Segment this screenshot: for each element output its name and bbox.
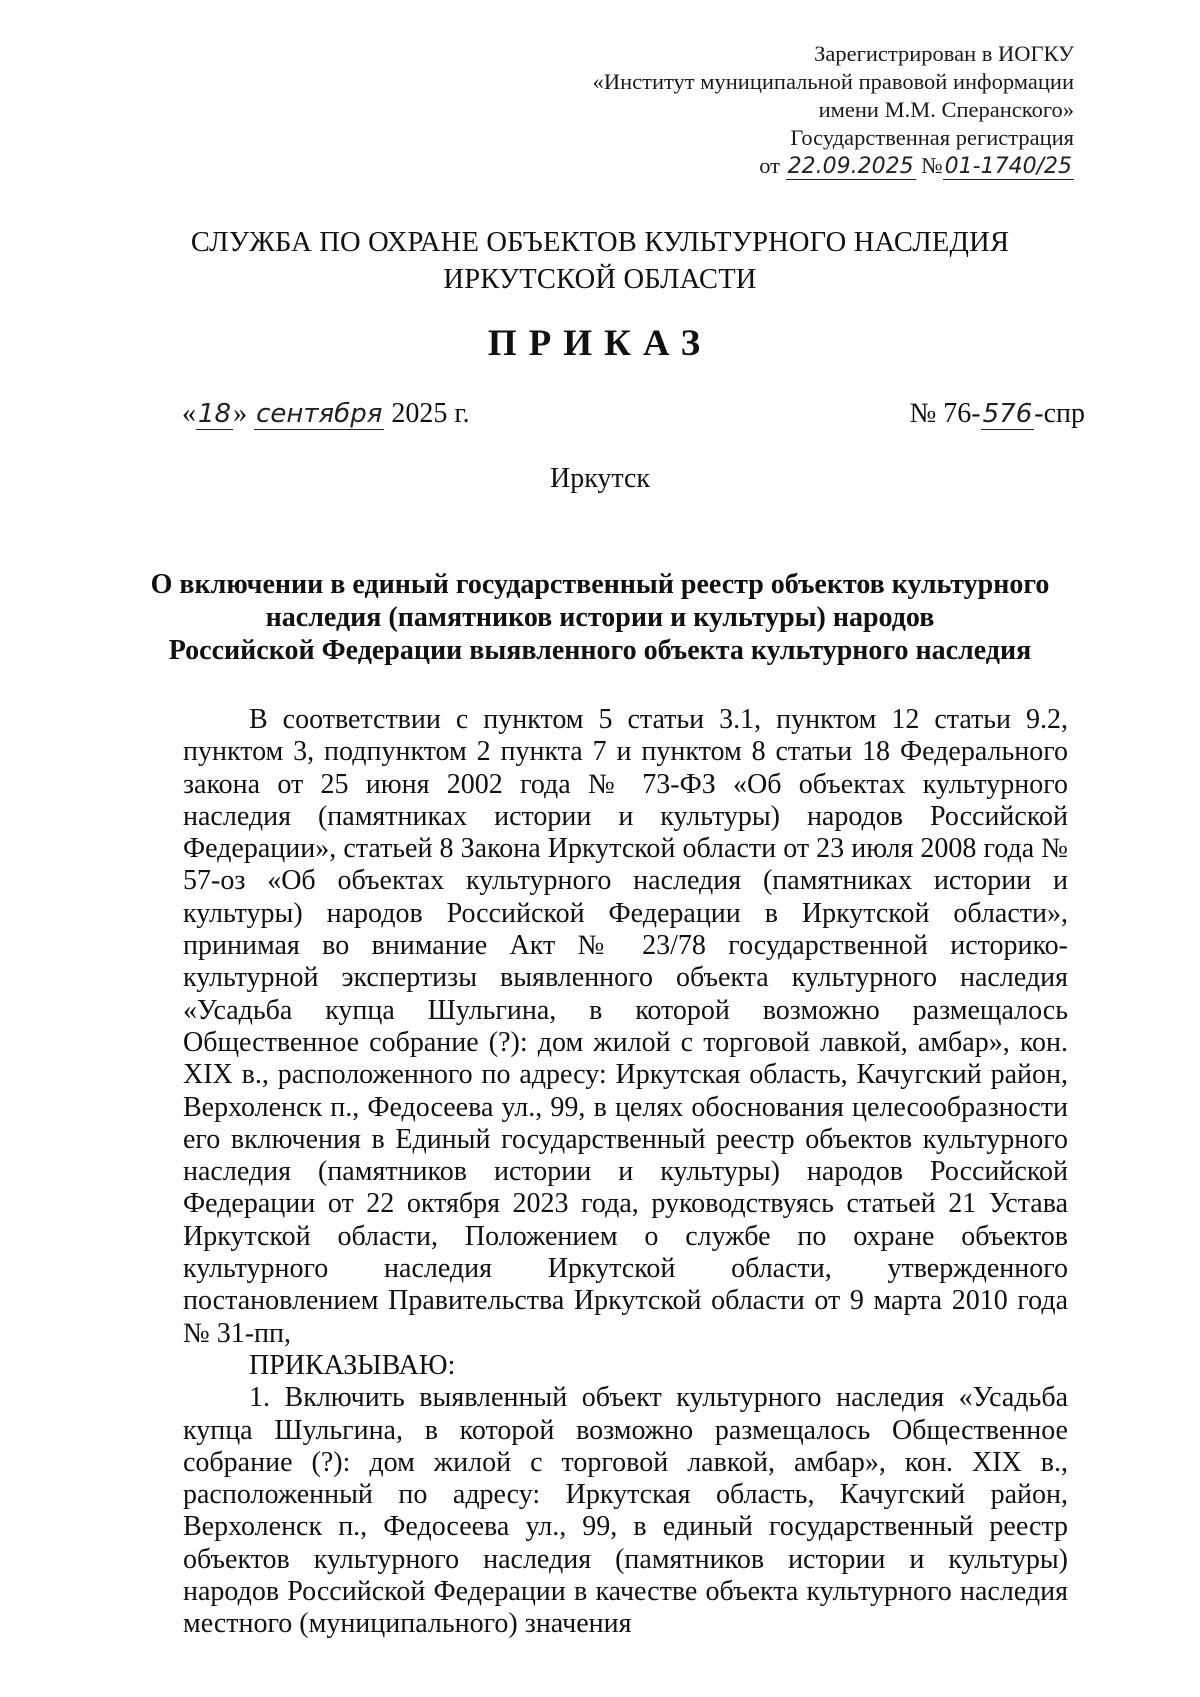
order-heading (150, 568, 1050, 667)
date-close-quote: » (233, 398, 248, 429)
organization-line-2: ИРКУТСКОЙ ОБЛАСТИ (443, 264, 757, 295)
registration-stamp (593, 40, 1074, 181)
order-item-1: 1. Включить выявленный объект культурного наследия «Усадьба купца Шульгина, в которой возможно размещалось Общественное собрание (?): дом жилой с торговой лавкой, амбар», кон. XIX в., расположенный по адресу: Иркутская область, Качугский район, Верхоленск п., Федосеева ул., 99, в единый государственный реестр объектов культурного наследия (памятников истории и культуры) народов Российской Федерации в качестве объекта культурного наследия местного (муниципального) значения (183, 1382, 1068, 1640)
date-open-quote: « (182, 398, 196, 429)
order-number (910, 398, 1085, 430)
registration-number-handwritten: 01-1740/25 (944, 154, 1072, 179)
heading-line-1: О включении в единый государственный реестр объектов культурного (150, 569, 1050, 600)
registration-from-prefix: от (759, 153, 780, 178)
number-suffix: -спр (1034, 398, 1085, 429)
heading-line-3: Российской Федерации выявленного объекта культурного наследия (168, 635, 1032, 666)
city: Иркутск (549, 463, 651, 494)
organization-name (0, 224, 1200, 298)
registration-line-3: имени М.М. Сперанского» (818, 97, 1074, 122)
registration-line-5 (593, 152, 1074, 181)
heading-line-2: наследия (памятников истории и культуры) народов (265, 602, 935, 633)
registration-line-1: Зарегистрирован в ИОГКУ (814, 41, 1074, 66)
date-month-handwritten: сентября (256, 399, 383, 429)
registration-date-handwritten: 22.09.2025 (787, 154, 914, 179)
preamble-paragraph: В соответствии с пунктом 5 статьи 3.1, пунктом 12 статьи 9.2, пунктом 3, подпунктом 2 пункта 7 и пунктом 8 статьи 18 Федерального закона от 25 июня 2002 года № 73-ФЗ «Об объектах культурного наследия (памятниках истории и культуры) народов Российской Федерации», статьей 8 Закона Иркутской области от 23 июля 2008 года № 57-оз «Об объектах культурного наследия (памятниках истории и культуры) народов Российской Федерации в Иркутской области», принимая во внимание Акт № 23/78 государственной историко-культурной экспертизы выявленного объекта культурного наследия «Усадьба купца Шульгина, в которой возможно размещалось Общественное собрание (?): дом жилой с торговой лавкой, амбар», кон. XIX в., расположенного по адресу: Иркутская область, Качугский район, Верхоленск п., Федосеева ул., 99, в целях обоснования целесообразности его включения в Единый государственный реестр объектов культурного наследия (памятников истории и культуры) народов Российской Федерации от 22 октября 2023 года, руководствуясь статьей 21 Устава Иркутской области, Положением о службе по охране объектов культурного наследия Иркутской области, утвержденного постановлением Правительства Иркутской области от 9 марта 2010 года № 31-пп, (183, 704, 1068, 1349)
registration-line-2: «Институт муниципальной правовой информации (592, 69, 1074, 94)
order-body (183, 704, 1068, 1641)
number-handwritten: 576 (982, 399, 1033, 429)
registration-line-4: Государственная регистрация (790, 125, 1074, 150)
number-prefix: № 76- (909, 398, 981, 429)
date-day-handwritten: 18 (198, 399, 232, 429)
organization-line-1: СЛУЖБА ПО ОХРАНЕ ОБЪЕКТОВ КУЛЬТУРНОГО НАСЛЕДИЯ (190, 227, 1010, 258)
order-date (182, 398, 470, 430)
order-word: ПРИКАЗЫВАЮ: (249, 1349, 456, 1381)
date-year: 2025 г. (391, 398, 470, 429)
document-type-title: ПРИКАЗ (487, 323, 713, 364)
registration-number-prefix: № (921, 153, 943, 178)
